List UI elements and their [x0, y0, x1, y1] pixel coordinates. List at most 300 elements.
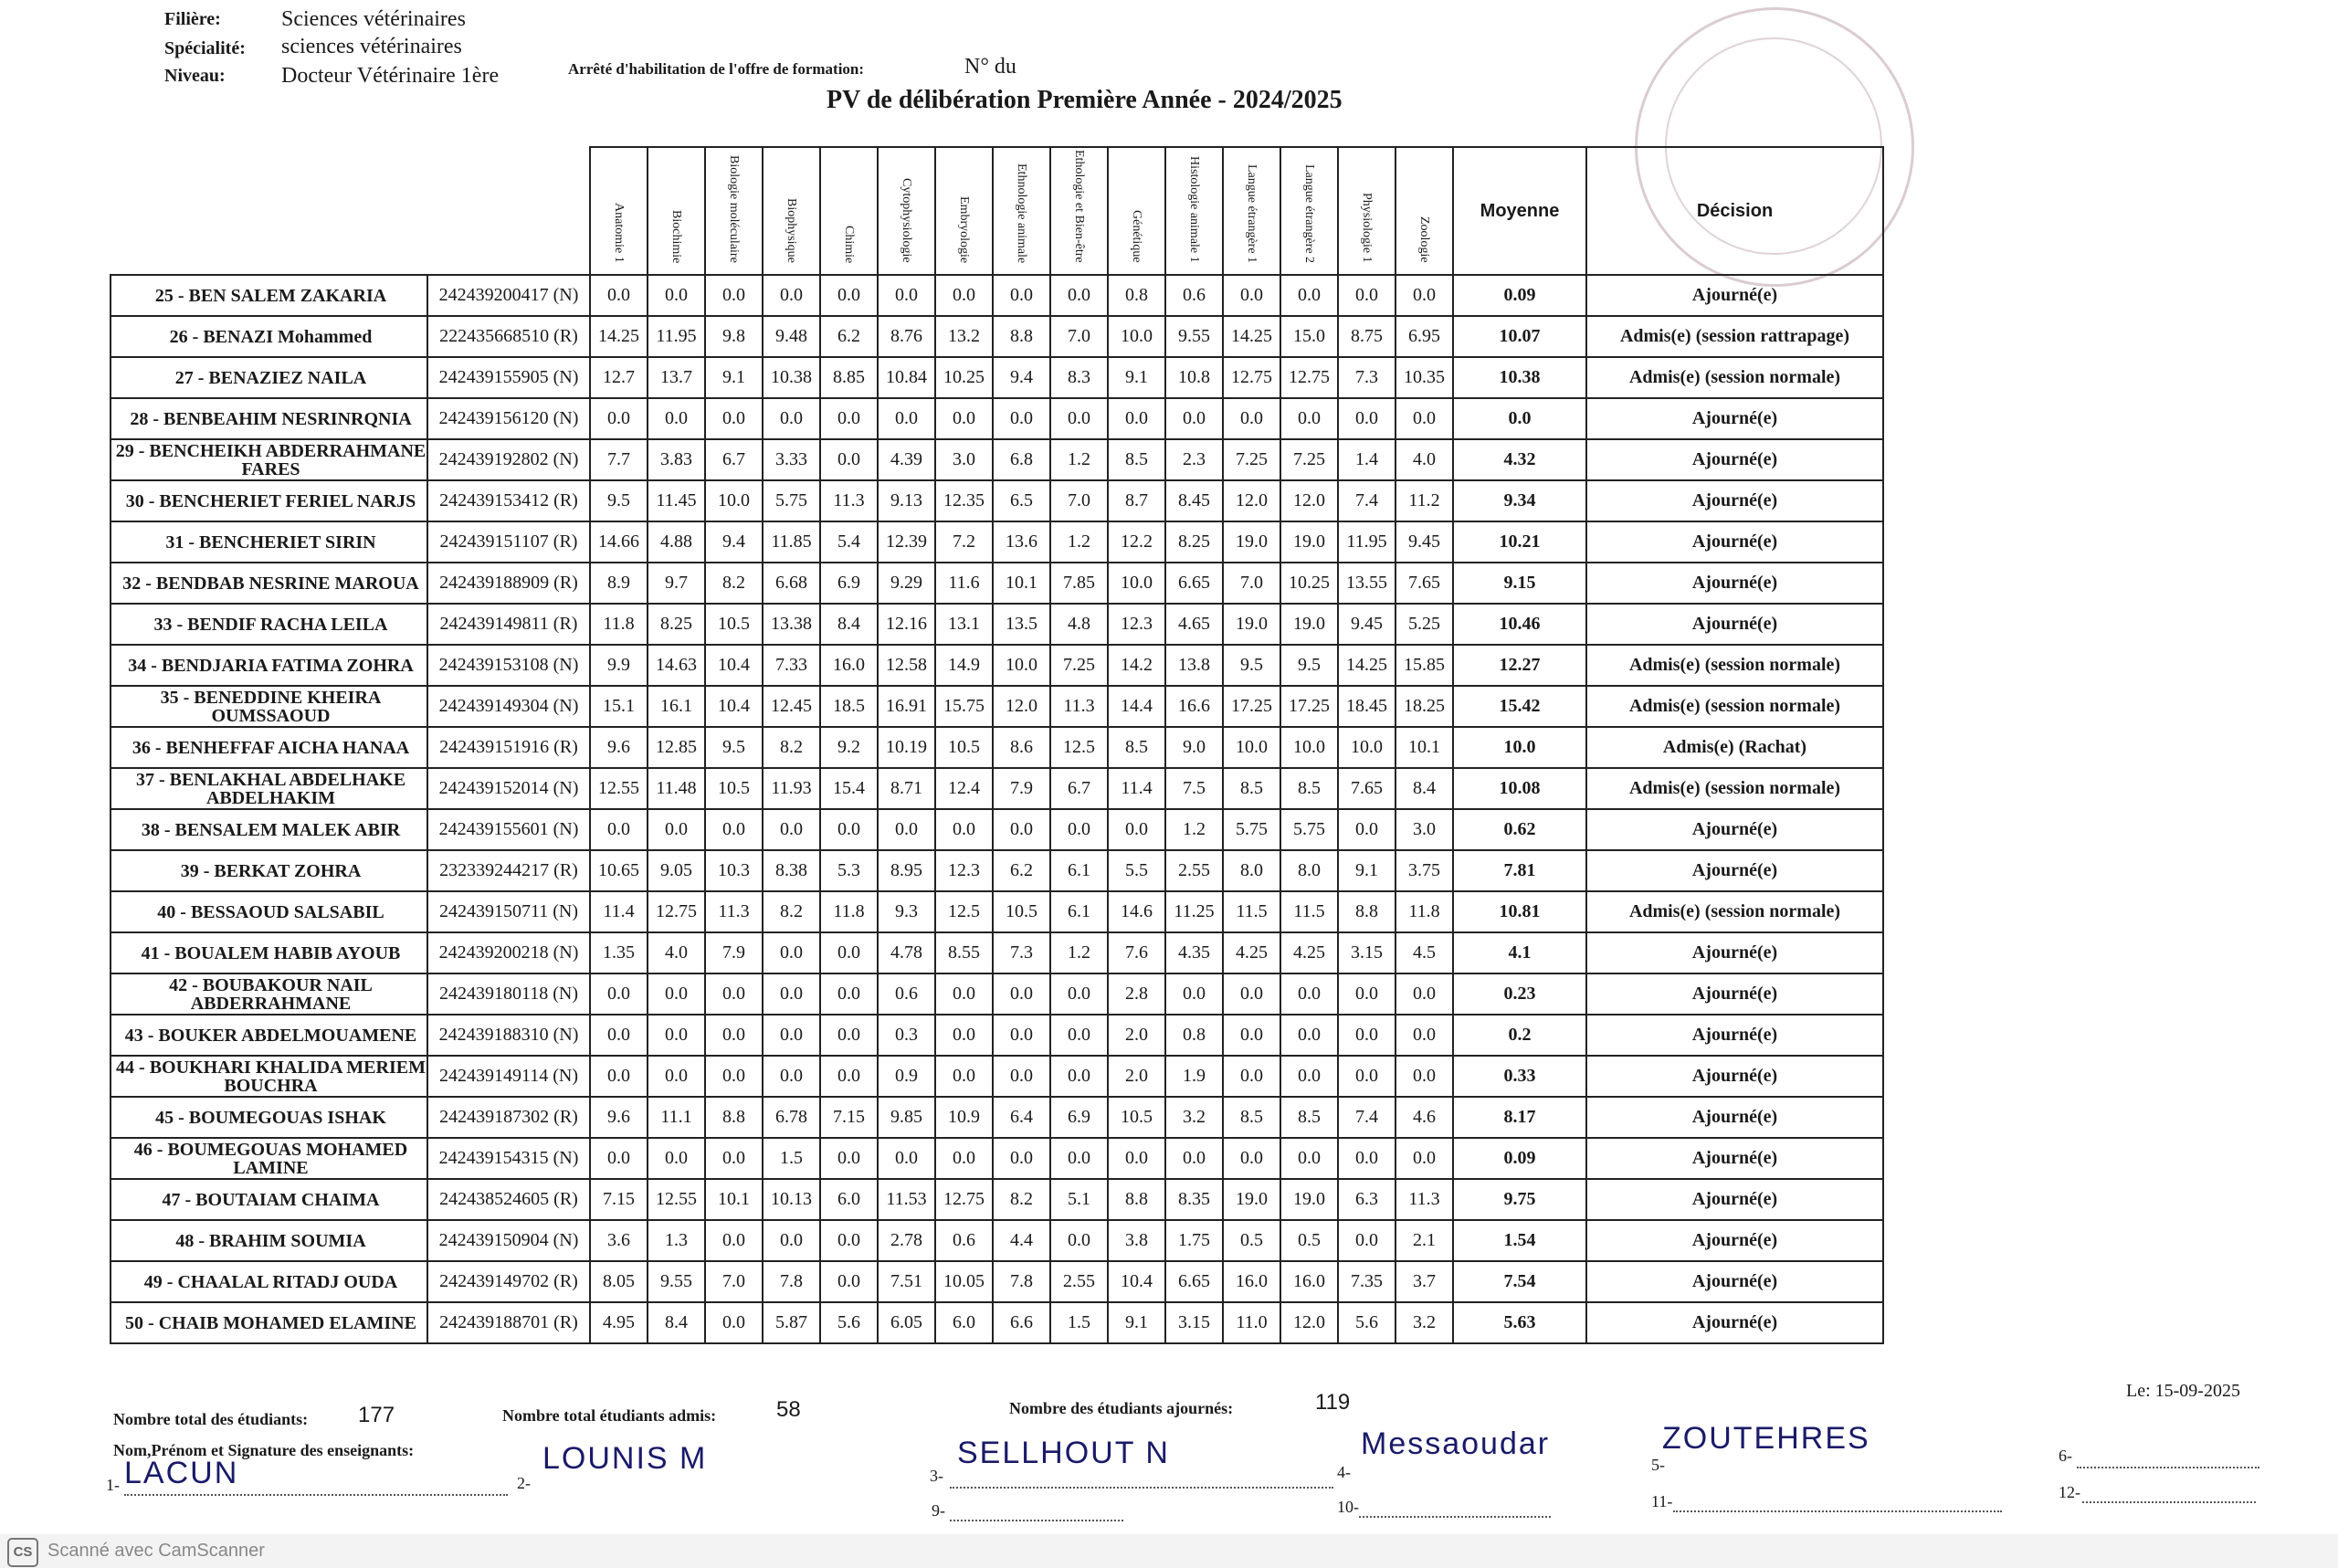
sig-line-3: 3- — [930, 1467, 943, 1485]
table-row — [111, 398, 1883, 439]
moyenne-cell: 10.07 — [1453, 316, 1586, 357]
subject-header — [705, 147, 763, 275]
decision-cell: Ajourné(e) — [1586, 1097, 1883, 1138]
grade-cell: 8.0 — [1280, 850, 1338, 891]
student-name: 37 - BENLAKHAL ABDELHAKE ABDELHAKIM — [111, 768, 427, 809]
grade-cell: 0.0 — [1050, 973, 1108, 1015]
grade-cell: 0.0 — [993, 398, 1050, 439]
grade-cell: 8.38 — [763, 850, 820, 891]
table-row — [111, 973, 1883, 1015]
decision-cell: Ajourné(e) — [1586, 1015, 1883, 1056]
grade-cell: 12.0 — [1223, 480, 1280, 521]
grade-cell: 13.55 — [1338, 563, 1395, 604]
moyenne-cell: 0.33 — [1453, 1056, 1586, 1097]
subject-header-label: Langue étrangère 2 — [1302, 163, 1316, 263]
grade-cell: 3.15 — [1338, 932, 1395, 973]
grade-cell: 14.9 — [935, 645, 993, 686]
grade-cell: 4.0 — [1395, 439, 1453, 480]
grade-cell: 5.4 — [820, 521, 878, 563]
grade-cell: 0.0 — [1050, 1220, 1108, 1261]
grade-cell: 9.4 — [993, 357, 1050, 398]
sig-line-11: 11- — [1651, 1492, 1673, 1510]
student-name: 36 - BENHEFFAF AICHA HANAA — [111, 727, 427, 768]
moyenne-cell: 0.09 — [1453, 1138, 1586, 1179]
decision-cell: Ajourné(e) — [1586, 1179, 1883, 1220]
grade-cell: 9.5 — [1223, 645, 1280, 686]
grade-cell: 0.0 — [1050, 1138, 1108, 1179]
sig-dots-10 — [1359, 1516, 1551, 1518]
grade-cell: 6.0 — [820, 1179, 878, 1220]
decision-cell: Admis(e) (session rattrapage) — [1586, 316, 1883, 357]
admitted-value: 58 — [776, 1397, 801, 1422]
student-id: 242439150711 (N) — [427, 891, 590, 932]
sig-dots-11 — [1673, 1510, 2002, 1512]
student-id: 242439180118 (N) — [427, 973, 590, 1015]
grade-cell: 19.0 — [1280, 521, 1338, 563]
grade-cell: 8.95 — [878, 850, 935, 891]
niveau-value: Docteur Vétérinaire 1ère — [281, 64, 500, 88]
grade-cell: 3.0 — [1395, 809, 1453, 850]
grade-cell: 0.0 — [590, 1015, 648, 1056]
grade-cell: 0.0 — [590, 275, 648, 316]
grade-cell: 0.0 — [648, 809, 705, 850]
grade-cell: 15.85 — [1395, 645, 1453, 686]
grade-cell: 11.8 — [820, 891, 878, 932]
student-name: 35 - BENEDDINE KHEIRA OUMSSAOUD — [111, 686, 427, 727]
student-id: 242439151107 (R) — [427, 521, 590, 563]
grade-cell: 10.5 — [993, 891, 1050, 932]
subject-header-label: Chimie — [842, 225, 856, 263]
grade-cell: 1.5 — [1050, 1302, 1108, 1343]
grade-cell: 0.0 — [1223, 398, 1280, 439]
grade-cell: 0.0 — [705, 275, 763, 316]
grade-cell: 17.25 — [1280, 686, 1338, 727]
grade-cell: 5.3 — [820, 850, 878, 891]
grade-cell: 0.0 — [820, 973, 878, 1015]
student-name: 31 - BENCHERIET SIRIN — [111, 521, 427, 563]
camscanner-logo-icon: CS — [7, 1538, 38, 1567]
table-row — [111, 850, 1883, 891]
grade-cell: 0.0 — [1223, 1138, 1280, 1179]
subject-header — [993, 147, 1050, 275]
grade-cell: 4.65 — [1165, 604, 1223, 645]
grade-cell: 11.5 — [1223, 891, 1280, 932]
grade-cell: 10.4 — [1108, 1261, 1165, 1302]
grade-cell: 2.0 — [1108, 1056, 1165, 1097]
grade-cell: 2.1 — [1395, 1220, 1453, 1261]
grade-cell: 9.6 — [590, 727, 648, 768]
grade-cell: 9.1 — [1108, 357, 1165, 398]
grade-cell: 8.75 — [1338, 316, 1395, 357]
grade-cell: 18.5 — [820, 686, 878, 727]
grade-cell: 9.29 — [878, 563, 935, 604]
subject-header-label: Biochimie — [669, 209, 683, 263]
grade-cell: 10.1 — [993, 563, 1050, 604]
grade-cell: 18.25 — [1395, 686, 1453, 727]
grade-cell: 0.0 — [820, 439, 878, 480]
grade-cell: 13.1 — [935, 604, 993, 645]
grade-cell: 8.5 — [1223, 768, 1280, 809]
grade-cell: 9.5 — [590, 480, 648, 521]
grade-cell: 14.2 — [1108, 645, 1165, 686]
grade-cell: 0.0 — [878, 398, 935, 439]
grade-cell: 2.55 — [1050, 1261, 1108, 1302]
grade-cell: 0.0 — [1280, 1015, 1338, 1056]
grade-cell: 12.45 — [763, 686, 820, 727]
grade-cell: 0.0 — [1280, 1056, 1338, 1097]
student-name: 28 - BENBEAHIM NESRINRQNIA — [111, 398, 427, 439]
grade-cell: 0.0 — [1338, 1220, 1395, 1261]
decision-cell: Ajourné(e) — [1586, 480, 1883, 521]
student-id: 242439155905 (N) — [427, 357, 590, 398]
table-row — [111, 316, 1883, 357]
sig-dots-1 — [124, 1494, 508, 1496]
date: Le: 15-09-2025 — [2126, 1381, 2240, 1401]
grade-cell: 7.4 — [1338, 1097, 1395, 1138]
grade-cell: 0.0 — [648, 1056, 705, 1097]
signatures-label: Nom,Prénom et Signature des enseignants: — [113, 1441, 415, 1459]
grade-cell: 10.0 — [1108, 316, 1165, 357]
grade-cell: 2.0 — [1108, 1015, 1165, 1056]
grade-cell: 7.85 — [1050, 563, 1108, 604]
grade-cell: 4.35 — [1165, 932, 1223, 973]
sig-line-9: 9- — [932, 1501, 945, 1520]
grade-cell: 7.0 — [1223, 563, 1280, 604]
grade-cell: 0.0 — [993, 1138, 1050, 1179]
grade-cell: 11.8 — [1395, 891, 1453, 932]
grade-cell: 12.55 — [590, 768, 648, 809]
grade-cell: 4.39 — [878, 439, 935, 480]
grade-cell: 8.3 — [1050, 357, 1108, 398]
grade-cell: 0.0 — [590, 398, 648, 439]
grade-cell: 11.95 — [1338, 521, 1395, 563]
decision-cell: Admis(e) (Rachat) — [1586, 727, 1883, 768]
grade-cell: 6.65 — [1165, 1261, 1223, 1302]
grade-cell: 4.25 — [1223, 932, 1280, 973]
grade-cell: 0.0 — [1223, 1056, 1280, 1097]
grade-cell: 11.25 — [1165, 891, 1223, 932]
grade-cell: 1.2 — [1050, 932, 1108, 973]
decision-cell: Ajourné(e) — [1586, 439, 1883, 480]
grade-cell: 9.1 — [1108, 1302, 1165, 1343]
moyenne-cell: 4.1 — [1453, 932, 1586, 973]
grade-cell: 11.3 — [705, 891, 763, 932]
specialite-label: Spécialité: — [164, 38, 246, 58]
grade-cell: 0.0 — [1395, 1138, 1453, 1179]
grade-cell: 10.0 — [1223, 727, 1280, 768]
subject-header-label: Génétique — [1130, 210, 1143, 263]
grade-cell: 7.65 — [1338, 768, 1395, 809]
grade-cell: 0.0 — [705, 1015, 763, 1056]
grade-cell: 6.8 — [993, 439, 1050, 480]
grade-cell: 1.2 — [1050, 439, 1108, 480]
grade-cell: 12.75 — [648, 891, 705, 932]
grade-cell: 14.66 — [590, 521, 648, 563]
grade-cell: 0.0 — [1338, 1056, 1395, 1097]
table-row — [111, 768, 1883, 809]
grade-cell: 0.0 — [820, 932, 878, 973]
grade-cell: 0.0 — [590, 1138, 648, 1179]
student-name: 26 - BENAZI Mohammed — [111, 316, 427, 357]
subject-header — [1223, 147, 1280, 275]
signature-1: LACUN — [124, 1456, 239, 1490]
grade-cell: 13.38 — [763, 604, 820, 645]
grade-cell: 7.0 — [1050, 316, 1108, 357]
grade-cell: 0.8 — [1108, 275, 1165, 316]
decision-cell: Admis(e) (session normale) — [1586, 357, 1883, 398]
grade-cell: 12.75 — [1223, 357, 1280, 398]
grade-cell: 6.0 — [935, 1302, 993, 1343]
table-row — [111, 1138, 1883, 1179]
grade-cell: 1.3 — [648, 1220, 705, 1261]
subject-header-label: Zoologie — [1417, 216, 1431, 263]
sig-line-5: 5- — [1651, 1456, 1665, 1474]
grade-cell: 4.88 — [648, 521, 705, 563]
grade-cell: 0.0 — [1395, 973, 1453, 1015]
decision-header: Décision — [1586, 147, 1883, 275]
subject-header — [878, 147, 935, 275]
student-id: 242439156120 (N) — [427, 398, 590, 439]
grade-cell: 8.4 — [1395, 768, 1453, 809]
student-id: 242439187302 (R) — [427, 1097, 590, 1138]
decision-cell: Admis(e) (session normale) — [1586, 645, 1883, 686]
grade-cell: 10.25 — [1280, 563, 1338, 604]
grade-cell: 0.0 — [993, 973, 1050, 1015]
grade-cell: 0.0 — [763, 398, 820, 439]
grade-cell: 8.4 — [820, 604, 878, 645]
grade-cell: 0.0 — [1223, 973, 1280, 1015]
grade-cell: 19.0 — [1223, 604, 1280, 645]
grade-cell: 0.0 — [1395, 275, 1453, 316]
moyenne-cell: 8.17 — [1453, 1097, 1586, 1138]
grade-cell: 7.25 — [1280, 439, 1338, 480]
grade-cell: 0.0 — [1338, 1015, 1395, 1056]
grade-cell: 10.4 — [705, 686, 763, 727]
subject-header-label: Embryologie — [957, 195, 971, 263]
grade-cell: 8.5 — [1108, 439, 1165, 480]
grade-cell: 9.8 — [705, 316, 763, 357]
header-blank-name — [111, 147, 427, 275]
grade-cell: 9.05 — [648, 850, 705, 891]
table-row — [111, 932, 1883, 973]
grade-cell: 0.0 — [820, 1015, 878, 1056]
subject-header-label: Physiologie 1 — [1360, 193, 1374, 263]
grade-cell: 5.87 — [763, 1302, 820, 1343]
table-row — [111, 275, 1883, 316]
table-row — [111, 521, 1883, 563]
grade-cell: 16.0 — [820, 645, 878, 686]
grade-cell: 0.0 — [763, 275, 820, 316]
grade-cell: 2.3 — [1165, 439, 1223, 480]
grade-cell: 0.0 — [1050, 398, 1108, 439]
grade-cell: 10.1 — [1395, 727, 1453, 768]
grade-cell: 12.5 — [1050, 727, 1108, 768]
grade-cell: 0.0 — [993, 1056, 1050, 1097]
student-id: 242439192802 (N) — [427, 439, 590, 480]
student-name: 48 - BRAHIM SOUMIA — [111, 1220, 427, 1261]
grade-cell: 13.2 — [935, 316, 993, 357]
student-name: 47 - BOUTAIAM CHAIMA — [111, 1179, 427, 1220]
grade-cell: 11.3 — [820, 480, 878, 521]
grade-cell: 4.25 — [1280, 932, 1338, 973]
grade-cell: 8.0 — [1223, 850, 1280, 891]
subject-header-label: Anatomie 1 — [612, 203, 626, 263]
document-title: PV de délibération Première Année - 2024/2025 — [827, 86, 1343, 114]
student-id: 242439155601 (N) — [427, 809, 590, 850]
grade-cell: 0.0 — [1223, 1015, 1280, 1056]
sig-dots-3 — [950, 1487, 1333, 1489]
grade-cell: 6.68 — [763, 563, 820, 604]
grade-cell: 5.6 — [1338, 1302, 1395, 1343]
decision-cell: Ajourné(e) — [1586, 1220, 1883, 1261]
decision-cell: Ajourné(e) — [1586, 1261, 1883, 1302]
grade-cell: 6.05 — [878, 1302, 935, 1343]
table-row — [111, 727, 1883, 768]
student-id: 242439149304 (N) — [427, 686, 590, 727]
sig-dots-12 — [2082, 1501, 2256, 1503]
decision-cell: Admis(e) (session normale) — [1586, 686, 1883, 727]
grade-cell: 12.0 — [1280, 480, 1338, 521]
subject-header-label: Cytophysiologie — [900, 178, 913, 263]
student-name: 38 - BENSALEM MALEK ABIR — [111, 809, 427, 850]
student-name: 40 - BESSAOUD SALSABIL — [111, 891, 427, 932]
camscanner-bar — [0, 1534, 2338, 1568]
student-id: 242438524605 (R) — [427, 1179, 590, 1220]
grade-cell: 12.3 — [1108, 604, 1165, 645]
grade-cell: 6.1 — [1050, 850, 1108, 891]
signature-4: Messaoudar — [1361, 1426, 1551, 1461]
grade-cell: 1.5 — [763, 1138, 820, 1179]
moyenne-cell: 12.27 — [1453, 645, 1586, 686]
grade-cell: 10.5 — [1108, 1097, 1165, 1138]
grade-cell: 9.5 — [1280, 645, 1338, 686]
grade-cell: 9.13 — [878, 480, 935, 521]
grade-cell: 3.6 — [590, 1220, 648, 1261]
grade-cell: 0.0 — [1050, 1015, 1108, 1056]
student-name: 39 - BERKAT ZOHRA — [111, 850, 427, 891]
grade-cell: 12.58 — [878, 645, 935, 686]
grade-cell: 0.0 — [1280, 1138, 1338, 1179]
grade-cell: 6.1 — [1050, 891, 1108, 932]
grade-cell: 0.5 — [1223, 1220, 1280, 1261]
grade-cell: 0.0 — [763, 1015, 820, 1056]
decision-cell: Ajourné(e) — [1586, 932, 1883, 973]
grade-cell: 0.0 — [820, 1220, 878, 1261]
student-id: 242439153108 (N) — [427, 645, 590, 686]
grade-cell: 16.91 — [878, 686, 935, 727]
grade-cell: 8.35 — [1165, 1179, 1223, 1220]
admitted-label: Nombre total étudiants admis: — [502, 1406, 717, 1425]
grade-cell: 13.6 — [993, 521, 1050, 563]
grade-cell: 12.4 — [935, 768, 993, 809]
sig-line-10: 10- — [1337, 1498, 1359, 1516]
grade-cell: 11.8 — [590, 604, 648, 645]
grade-cell: 8.5 — [1280, 1097, 1338, 1138]
grade-cell: 11.2 — [1395, 480, 1453, 521]
grade-cell: 0.8 — [1165, 1015, 1223, 1056]
grade-cell: 0.0 — [763, 1056, 820, 1097]
table-row — [111, 480, 1883, 521]
grade-cell: 9.3 — [878, 891, 935, 932]
moyenne-cell: 7.81 — [1453, 850, 1586, 891]
grade-cell: 17.25 — [1223, 686, 1280, 727]
grade-cell: 6.5 — [993, 480, 1050, 521]
moyenne-cell: 9.34 — [1453, 480, 1586, 521]
subject-header-label: Biologie moléculaire — [727, 155, 741, 263]
moyenne-cell: 9.15 — [1453, 563, 1586, 604]
grade-cell: 0.0 — [705, 1302, 763, 1343]
grade-cell: 0.0 — [705, 1138, 763, 1179]
grade-cell: 10.0 — [1280, 727, 1338, 768]
grade-cell: 3.75 — [1395, 850, 1453, 891]
grade-cell: 3.15 — [1165, 1302, 1223, 1343]
grade-cell: 5.1 — [1050, 1179, 1108, 1220]
grade-cell: 12.2 — [1108, 521, 1165, 563]
grade-cell: 8.8 — [705, 1097, 763, 1138]
moyenne-cell: 7.54 — [1453, 1261, 1586, 1302]
grade-cell: 0.0 — [935, 1015, 993, 1056]
grade-cell: 8.76 — [878, 316, 935, 357]
grade-cell: 12.3 — [935, 850, 993, 891]
grade-cell: 0.0 — [648, 398, 705, 439]
subject-header — [1280, 147, 1338, 275]
failed-label: Nombre des étudiants ajournés: — [1009, 1399, 1234, 1417]
decision-cell: Ajourné(e) — [1586, 275, 1883, 316]
grade-cell: 9.9 — [590, 645, 648, 686]
grade-cell: 1.35 — [590, 932, 648, 973]
grade-cell: 4.5 — [1395, 932, 1453, 973]
grade-cell: 11.4 — [590, 891, 648, 932]
grade-cell: 19.0 — [1280, 604, 1338, 645]
grade-cell: 8.25 — [1165, 521, 1223, 563]
grade-cell: 2.55 — [1165, 850, 1223, 891]
grade-cell: 8.8 — [1108, 1179, 1165, 1220]
grade-cell: 1.2 — [1050, 521, 1108, 563]
grade-cell: 0.0 — [878, 809, 935, 850]
grade-cell: 0.0 — [763, 1220, 820, 1261]
grade-cell: 0.0 — [935, 398, 993, 439]
grade-cell: 8.2 — [763, 727, 820, 768]
grade-cell: 14.4 — [1108, 686, 1165, 727]
decision-cell: Ajourné(e) — [1586, 850, 1883, 891]
grade-cell: 0.0 — [878, 275, 935, 316]
grade-cell: 0.6 — [878, 973, 935, 1015]
moyenne-cell: 0.09 — [1453, 275, 1586, 316]
grade-cell: 7.0 — [1050, 480, 1108, 521]
grade-cell: 0.0 — [648, 275, 705, 316]
student-name: 43 - BOUKER ABDELMOUAMENE — [111, 1015, 427, 1056]
grade-cell: 8.2 — [705, 563, 763, 604]
grade-cell: 1.9 — [1165, 1056, 1223, 1097]
grade-cell: 9.4 — [705, 521, 763, 563]
student-name: 34 - BENDJARIA FATIMA ZOHRA — [111, 645, 427, 686]
grade-cell: 6.9 — [1050, 1097, 1108, 1138]
niveau-label: Niveau: — [164, 66, 226, 86]
grade-cell: 9.55 — [648, 1261, 705, 1302]
student-name: 46 - BOUMEGOUAS MOHAMED LAMINE — [111, 1138, 427, 1179]
grade-cell: 10.19 — [878, 727, 935, 768]
grade-cell: 0.0 — [1108, 398, 1165, 439]
grade-cell: 7.8 — [763, 1261, 820, 1302]
header-blank-id — [427, 147, 590, 275]
grade-cell: 10.0 — [1108, 563, 1165, 604]
grade-cell: 0.0 — [1395, 1015, 1453, 1056]
specialite-value: sciences vétérinaires — [281, 35, 462, 58]
grade-cell: 11.53 — [878, 1179, 935, 1220]
grade-cell: 0.0 — [993, 809, 1050, 850]
grade-cell: 13.7 — [648, 357, 705, 398]
grade-cell: 0.0 — [1050, 275, 1108, 316]
